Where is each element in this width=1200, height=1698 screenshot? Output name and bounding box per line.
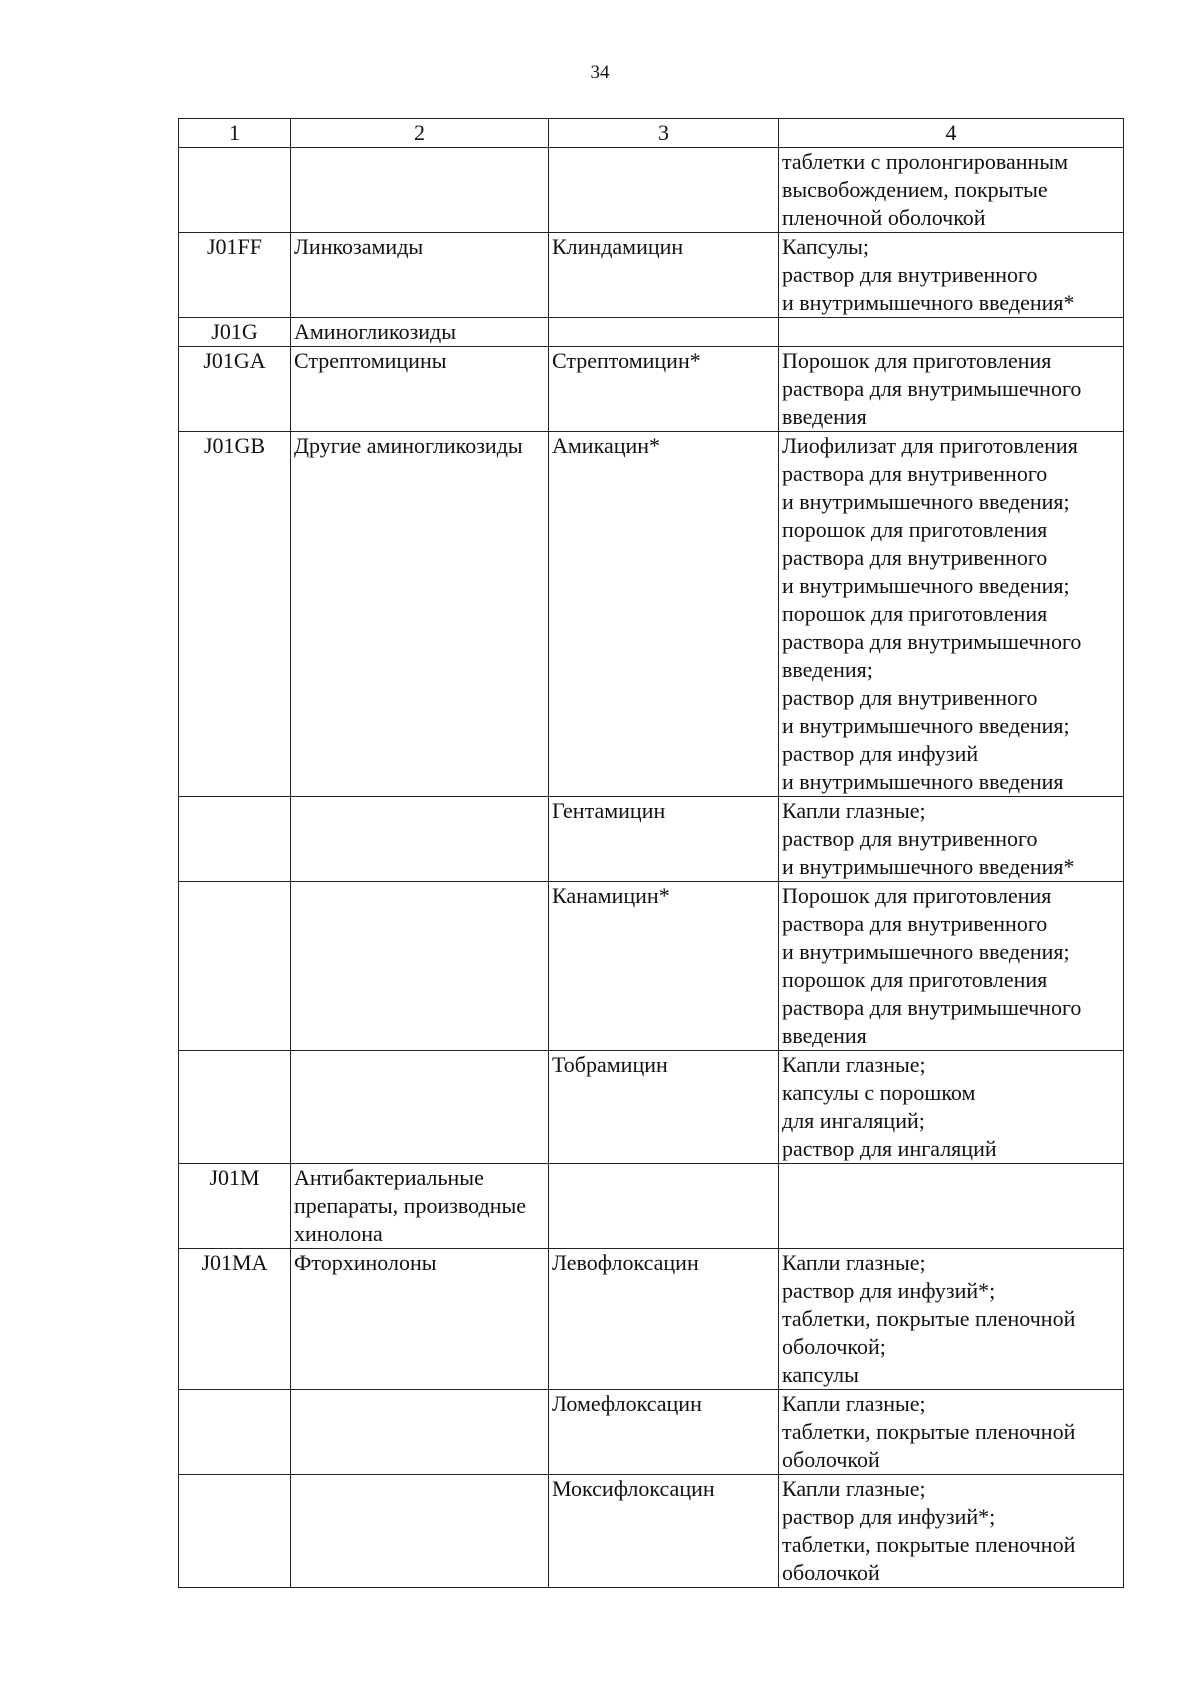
atc-code-cell: J01GB bbox=[179, 432, 291, 797]
dosage-form-line: раствор для внутривенного bbox=[782, 685, 1038, 710]
dosage-form-line: и внутримышечного введения; bbox=[782, 939, 1070, 964]
dosage-form-line: Капли глазные; bbox=[782, 1250, 926, 1275]
dosage-form-line: Порошок для приготовления bbox=[782, 883, 1052, 908]
dosage-form-line: Лиофилизат для приготовления bbox=[782, 433, 1078, 458]
group-name-cell: Стрептомицины bbox=[291, 347, 549, 432]
atc-code-cell: J01MA bbox=[179, 1249, 291, 1390]
column-header-2: 2 bbox=[291, 119, 549, 148]
page-number: 34 bbox=[590, 62, 610, 83]
table-row bbox=[179, 1475, 1124, 1588]
dosage-form-line: пленочной оболочкой bbox=[782, 205, 986, 230]
dosage-form-line: раствора для внутривенного bbox=[782, 461, 1048, 486]
dosage-form-line: капсулы bbox=[782, 1362, 859, 1387]
group-name-cell bbox=[291, 1051, 549, 1164]
dosage-form-line: таблетки, покрытые пленочной bbox=[782, 1419, 1076, 1444]
dosage-form-line: введения bbox=[782, 404, 867, 429]
atc-code-cell: J01FF bbox=[179, 233, 291, 318]
dosage-form-line: порошок для приготовления bbox=[782, 967, 1048, 992]
dosage-form-line: и внутримышечного введения; bbox=[782, 573, 1070, 598]
atc-code-cell: J01M bbox=[179, 1164, 291, 1249]
dosage-forms-cell bbox=[779, 233, 1124, 318]
group-name-cell bbox=[291, 882, 549, 1051]
column-header-1: 1 bbox=[179, 119, 291, 148]
drug-name-cell: Гентамицин bbox=[549, 797, 779, 882]
dosage-form-line: Капли глазные; bbox=[782, 798, 926, 823]
group-name-cell: Другие аминогликозиды bbox=[291, 432, 549, 797]
group-name-cell bbox=[291, 1390, 549, 1475]
drug-table bbox=[178, 118, 1124, 1588]
drug-name-cell: Тобрамицин bbox=[549, 1051, 779, 1164]
group-name-cell bbox=[291, 1475, 549, 1588]
drug-name-cell bbox=[549, 318, 779, 347]
drug-name-cell bbox=[549, 148, 779, 233]
dosage-forms-cell bbox=[779, 797, 1124, 882]
dosage-form-line: капсулы с порошком bbox=[782, 1080, 976, 1105]
dosage-form-line: Порошок для приготовления bbox=[782, 348, 1052, 373]
drug-name-cell: Клиндамицин bbox=[549, 233, 779, 318]
dosage-form-line: таблетки, покрытые пленочной bbox=[782, 1306, 1076, 1331]
atc-code-cell: J01GA bbox=[179, 347, 291, 432]
drug-name-cell: Амикацин* bbox=[549, 432, 779, 797]
table-row bbox=[179, 318, 1124, 347]
table-row bbox=[179, 1164, 1124, 1249]
column-header-4: 4 bbox=[779, 119, 1124, 148]
group-name-cell: Линкозамиды bbox=[291, 233, 549, 318]
dosage-form-line: для ингаляций; bbox=[782, 1108, 925, 1133]
group-name-cell: Фторхинолоны bbox=[291, 1249, 549, 1390]
drug-name-cell bbox=[549, 1164, 779, 1249]
dosage-forms-cell bbox=[779, 1051, 1124, 1164]
dosage-forms-cell bbox=[779, 432, 1124, 797]
dosage-form-line: Капли глазные; bbox=[782, 1391, 926, 1416]
group-name-cell: Антибактериальные препараты, производные хинолона bbox=[291, 1164, 549, 1249]
header-row bbox=[179, 119, 1124, 148]
dosage-forms-cell bbox=[779, 148, 1124, 233]
table-row bbox=[179, 347, 1124, 432]
group-name-cell bbox=[291, 148, 549, 233]
group-name-cell bbox=[291, 797, 549, 882]
dosage-form-line: раствора для внутримышечного bbox=[782, 376, 1082, 401]
table-row bbox=[179, 1051, 1124, 1164]
dosage-form-line: введения; bbox=[782, 657, 873, 682]
dosage-form-line: и внутримышечного введения; bbox=[782, 713, 1070, 738]
dosage-forms-cell bbox=[779, 1475, 1124, 1588]
dosage-form-line: раствора для внутривенного bbox=[782, 911, 1048, 936]
dosage-form-line: раствора для внутримышечного bbox=[782, 995, 1082, 1020]
atc-code-cell bbox=[179, 797, 291, 882]
atc-code-cell: J01G bbox=[179, 318, 291, 347]
table-row bbox=[179, 882, 1124, 1051]
dosage-form-line: оболочкой bbox=[782, 1560, 880, 1585]
atc-code-cell bbox=[179, 1475, 291, 1588]
dosage-form-line: Капли глазные; bbox=[782, 1476, 926, 1501]
dosage-form-line: раствор для ингаляций bbox=[782, 1136, 997, 1161]
table-row bbox=[179, 1390, 1124, 1475]
dosage-form-line: таблетки с пролонгированным bbox=[782, 149, 1069, 174]
dosage-form-line: раствор для инфузий*; bbox=[782, 1278, 996, 1303]
atc-code-cell bbox=[179, 148, 291, 233]
dosage-forms-cell bbox=[779, 347, 1124, 432]
dosage-form-line: высвобождением, покрытые bbox=[782, 177, 1048, 202]
atc-code-cell bbox=[179, 882, 291, 1051]
dosage-forms-cell bbox=[779, 882, 1124, 1051]
dosage-form-line: и внутримышечного введения* bbox=[782, 290, 1075, 315]
dosage-form-line: и внутримышечного введения bbox=[782, 769, 1064, 794]
dosage-form-line: таблетки, покрытые пленочной bbox=[782, 1532, 1076, 1557]
atc-code-cell bbox=[179, 1051, 291, 1164]
drug-name-cell: Стрептомицин* bbox=[549, 347, 779, 432]
dosage-form-line: и внутримышечного введения* bbox=[782, 854, 1075, 879]
drug-name-cell: Моксифлоксацин bbox=[549, 1475, 779, 1588]
dosage-forms-cell bbox=[779, 1390, 1124, 1475]
dosage-form-line: порошок для приготовления bbox=[782, 517, 1048, 542]
column-header-3: 3 bbox=[549, 119, 779, 148]
group-name-cell: Аминогликозиды bbox=[291, 318, 549, 347]
dosage-form-line: Капли глазные; bbox=[782, 1052, 926, 1077]
dosage-form-line: и внутримышечного введения; bbox=[782, 489, 1070, 514]
table-row bbox=[179, 797, 1124, 882]
dosage-form-line: оболочкой; bbox=[782, 1334, 886, 1359]
table-row bbox=[179, 432, 1124, 797]
dosage-form-line: раствор для инфузий bbox=[782, 741, 979, 766]
drug-name-cell: Ломефлоксацин bbox=[549, 1390, 779, 1475]
dosage-form-line: порошок для приготовления bbox=[782, 601, 1048, 626]
atc-code-cell bbox=[179, 1390, 291, 1475]
dosage-forms-cell bbox=[779, 318, 1124, 347]
dosage-form-line: раствор для внутривенного bbox=[782, 262, 1038, 287]
dosage-form-line: введения bbox=[782, 1023, 867, 1048]
dosage-form-line: раствор для инфузий*; bbox=[782, 1504, 996, 1529]
drug-name-cell: Левофлоксацин bbox=[549, 1249, 779, 1390]
dosage-form-line: раствор для внутривенного bbox=[782, 826, 1038, 851]
dosage-form-line: Капсулы; bbox=[782, 234, 870, 259]
dosage-forms-cell bbox=[779, 1164, 1124, 1249]
dosage-form-line: оболочкой bbox=[782, 1447, 880, 1472]
drug-name-cell: Канамицин* bbox=[549, 882, 779, 1051]
table-row bbox=[179, 148, 1124, 233]
dosage-form-line: раствора для внутривенного bbox=[782, 545, 1048, 570]
dosage-forms-cell bbox=[779, 1249, 1124, 1390]
dosage-form-line: раствора для внутримышечного bbox=[782, 629, 1082, 654]
table-row bbox=[179, 233, 1124, 318]
table-row bbox=[179, 1249, 1124, 1390]
table-body bbox=[179, 148, 1124, 1588]
